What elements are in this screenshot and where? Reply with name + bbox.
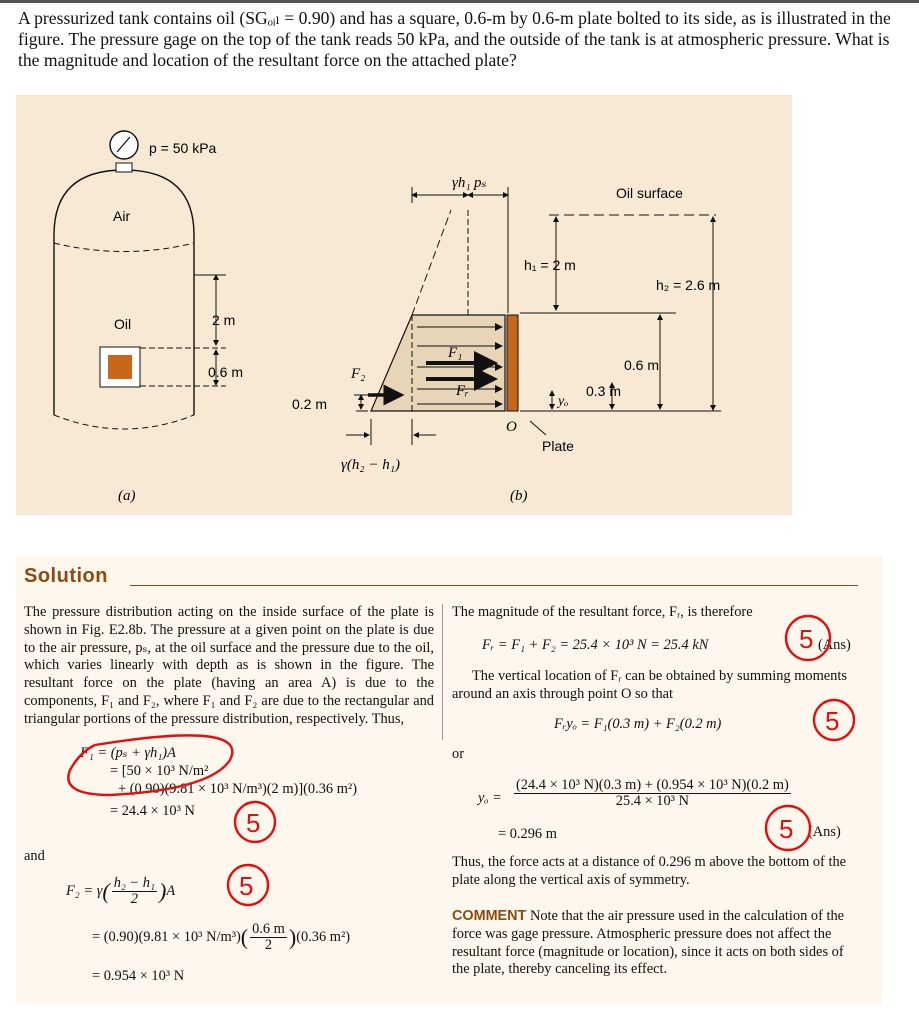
solution-right-p3: Thus, the force acts at a distance of 0.296 m above the bottom of the plate along the vertical axis of symmetry. xyxy=(452,854,847,888)
f2-line2-num: 0.6 m xyxy=(252,921,285,937)
moment-equation: Fᵣyₒ = F₁(0.3 m) + F₂(0.2 m) xyxy=(554,716,722,732)
dim-02-label: 0.2 m xyxy=(292,396,328,412)
solution-rule xyxy=(130,585,858,586)
f1-label: F₁ xyxy=(448,345,463,361)
ans-label-1: (Ans) xyxy=(818,637,851,653)
annotation-mark-5: 5 xyxy=(779,814,794,844)
figure-panel xyxy=(16,95,792,515)
annotation-mark-2: 5 xyxy=(239,871,254,901)
solution-left-paragraph: The pressure distribution acting on the inside surface of the plate is shown in Fig. E2.8b. The pressure at a given point on the plate is due to the air pressure, pₛ, at the oil surface and the pressure due to the oil, which varies linearly with depth as is shown in the figure. The resultant force on the plate (having an area A) is due to the components, F₁ and F₂, where F₁ and F₂ are due to the rectangular and triangular portions of the pressure distribution, respectively. Thus, xyxy=(24,604,434,727)
caption-b: (b) xyxy=(510,488,528,504)
yo-fraction xyxy=(512,778,793,809)
dim-2m-label: 2 m xyxy=(212,312,236,328)
yo-numerator: (24.4 × 10³ N)(0.3 m) + (0.954 × 10³ N)(0.2 m) xyxy=(516,777,789,793)
plate-icon xyxy=(108,355,132,379)
f2-lhs: F₂ = γ xyxy=(66,882,103,899)
f2-line2-b: (0.36 m²) xyxy=(296,928,351,945)
f1-equation-line3: + (0.90)(9.81 × 10³ N/m³)(2 m)](0.36 m²) xyxy=(118,781,357,797)
solution-right-p1: The magnitude of the resultant force, Fᵣ, is therefore xyxy=(452,604,753,620)
tank-drawing xyxy=(54,131,243,504)
f2-line2-den: 2 xyxy=(264,937,273,953)
dim-03-label: 0.3 m xyxy=(586,383,622,399)
f1-equation-line1: F₁ = (pₛ + γh₁)A xyxy=(80,745,176,761)
pressure-distribution-drawing xyxy=(292,175,721,504)
yo-result: = 0.296 m xyxy=(498,826,557,842)
f2-equation-line2: = (0.90)(9.81 × 10³ N/m³)( $\frac{0.6 m}{2}$ )(0.36 m²) xyxy=(92,921,351,953)
yo-lhs: yₒ = xyxy=(478,790,502,806)
top-border xyxy=(0,0,919,3)
plate-section-icon xyxy=(507,315,518,411)
oil-label: Oil xyxy=(114,316,132,332)
oil-surface-label: Oil surface xyxy=(616,185,683,201)
annotation-mark-4: 5 xyxy=(825,706,840,736)
comment-text: Note that the air pressure used in the calculation of the force was gage pressure. Atmospheric pressure does not affect the resultant force (magnitude or location), since it acts on both sides of the plate, thereby canceling its effect. xyxy=(452,908,845,978)
yo-denominator: 25.4 × 10³ N xyxy=(615,793,689,809)
question-text: A pressurized tank contains oil (SGₒᵢₗ = 0.90) and has a square, 0.6-m by 0.6-m plate bolted to its side, as is illustrated in the figure. The pressure gage on the top of the tank reads 50 kPa, and the outside of the tank is at atmospheric pressure. What is the magnitude and location of the resultant force on the attached plate? xyxy=(18,8,891,70)
ans-label-2: (Ans) xyxy=(808,824,841,840)
comment-block xyxy=(452,908,860,979)
ps-label: pₛ xyxy=(474,175,487,191)
point-o-label: O xyxy=(506,419,517,435)
annotation-mark-1: 5 xyxy=(246,808,261,838)
column-divider xyxy=(442,604,443,740)
f2-rhs: A xyxy=(166,882,176,899)
dim-06m-label: 0.6 m xyxy=(208,364,244,380)
solution-right-p2: The vertical location of Fᵣ can be obtained by summing moments around an axis through point O so that xyxy=(452,668,847,702)
and-label: and xyxy=(24,848,45,864)
yo-label: yₒ xyxy=(558,394,569,409)
h2-label: h₂ = 2.6 m xyxy=(656,277,721,293)
dim-06-label: 0.6 m xyxy=(624,357,660,373)
f1-equation-line4: = 24.4 × 10³ N xyxy=(110,803,195,819)
f2-line2-a: = (0.90)(9.81 × 10³ N/m³) xyxy=(92,928,241,945)
f2-frac-num: h₂ − h₁ xyxy=(113,875,156,891)
pressure-label: p = 50 kPa xyxy=(149,140,217,156)
gamma-h2h1-label: γ(h₂ − h₁) xyxy=(341,457,400,473)
air-label: Air xyxy=(113,208,131,224)
comment-heading: COMMENT xyxy=(452,908,527,924)
figure-svg xyxy=(16,95,792,515)
caption-a: (a) xyxy=(118,488,136,504)
f2-frac-den: 2 xyxy=(130,891,138,907)
f2-equation-line3: = 0.954 × 10³ N xyxy=(92,968,185,984)
or-label: or xyxy=(452,746,464,762)
h1-label: h₁ = 2 m xyxy=(524,257,576,273)
solution-heading: Solution xyxy=(24,565,108,587)
gamma-h1-label: γh₁ xyxy=(452,175,471,191)
fr-equation: Fᵣ = F₁ + F₂ = 25.4 × 10³ N = 25.4 kN xyxy=(482,637,709,653)
f2-equation-line1: F₂ = γ( $\frac{\text{h₂ − h₁}}{2}$ )A xyxy=(66,875,176,907)
annotation-mark-3: 5 xyxy=(799,624,814,654)
fr-label: Fᵣ xyxy=(456,383,469,399)
f1-equation-line2: = [50 × 10³ N/m² xyxy=(110,763,209,779)
f2-label: F₂ xyxy=(351,366,366,382)
plate-label: Plate xyxy=(542,438,574,454)
pressure-gage-icon xyxy=(110,131,138,159)
